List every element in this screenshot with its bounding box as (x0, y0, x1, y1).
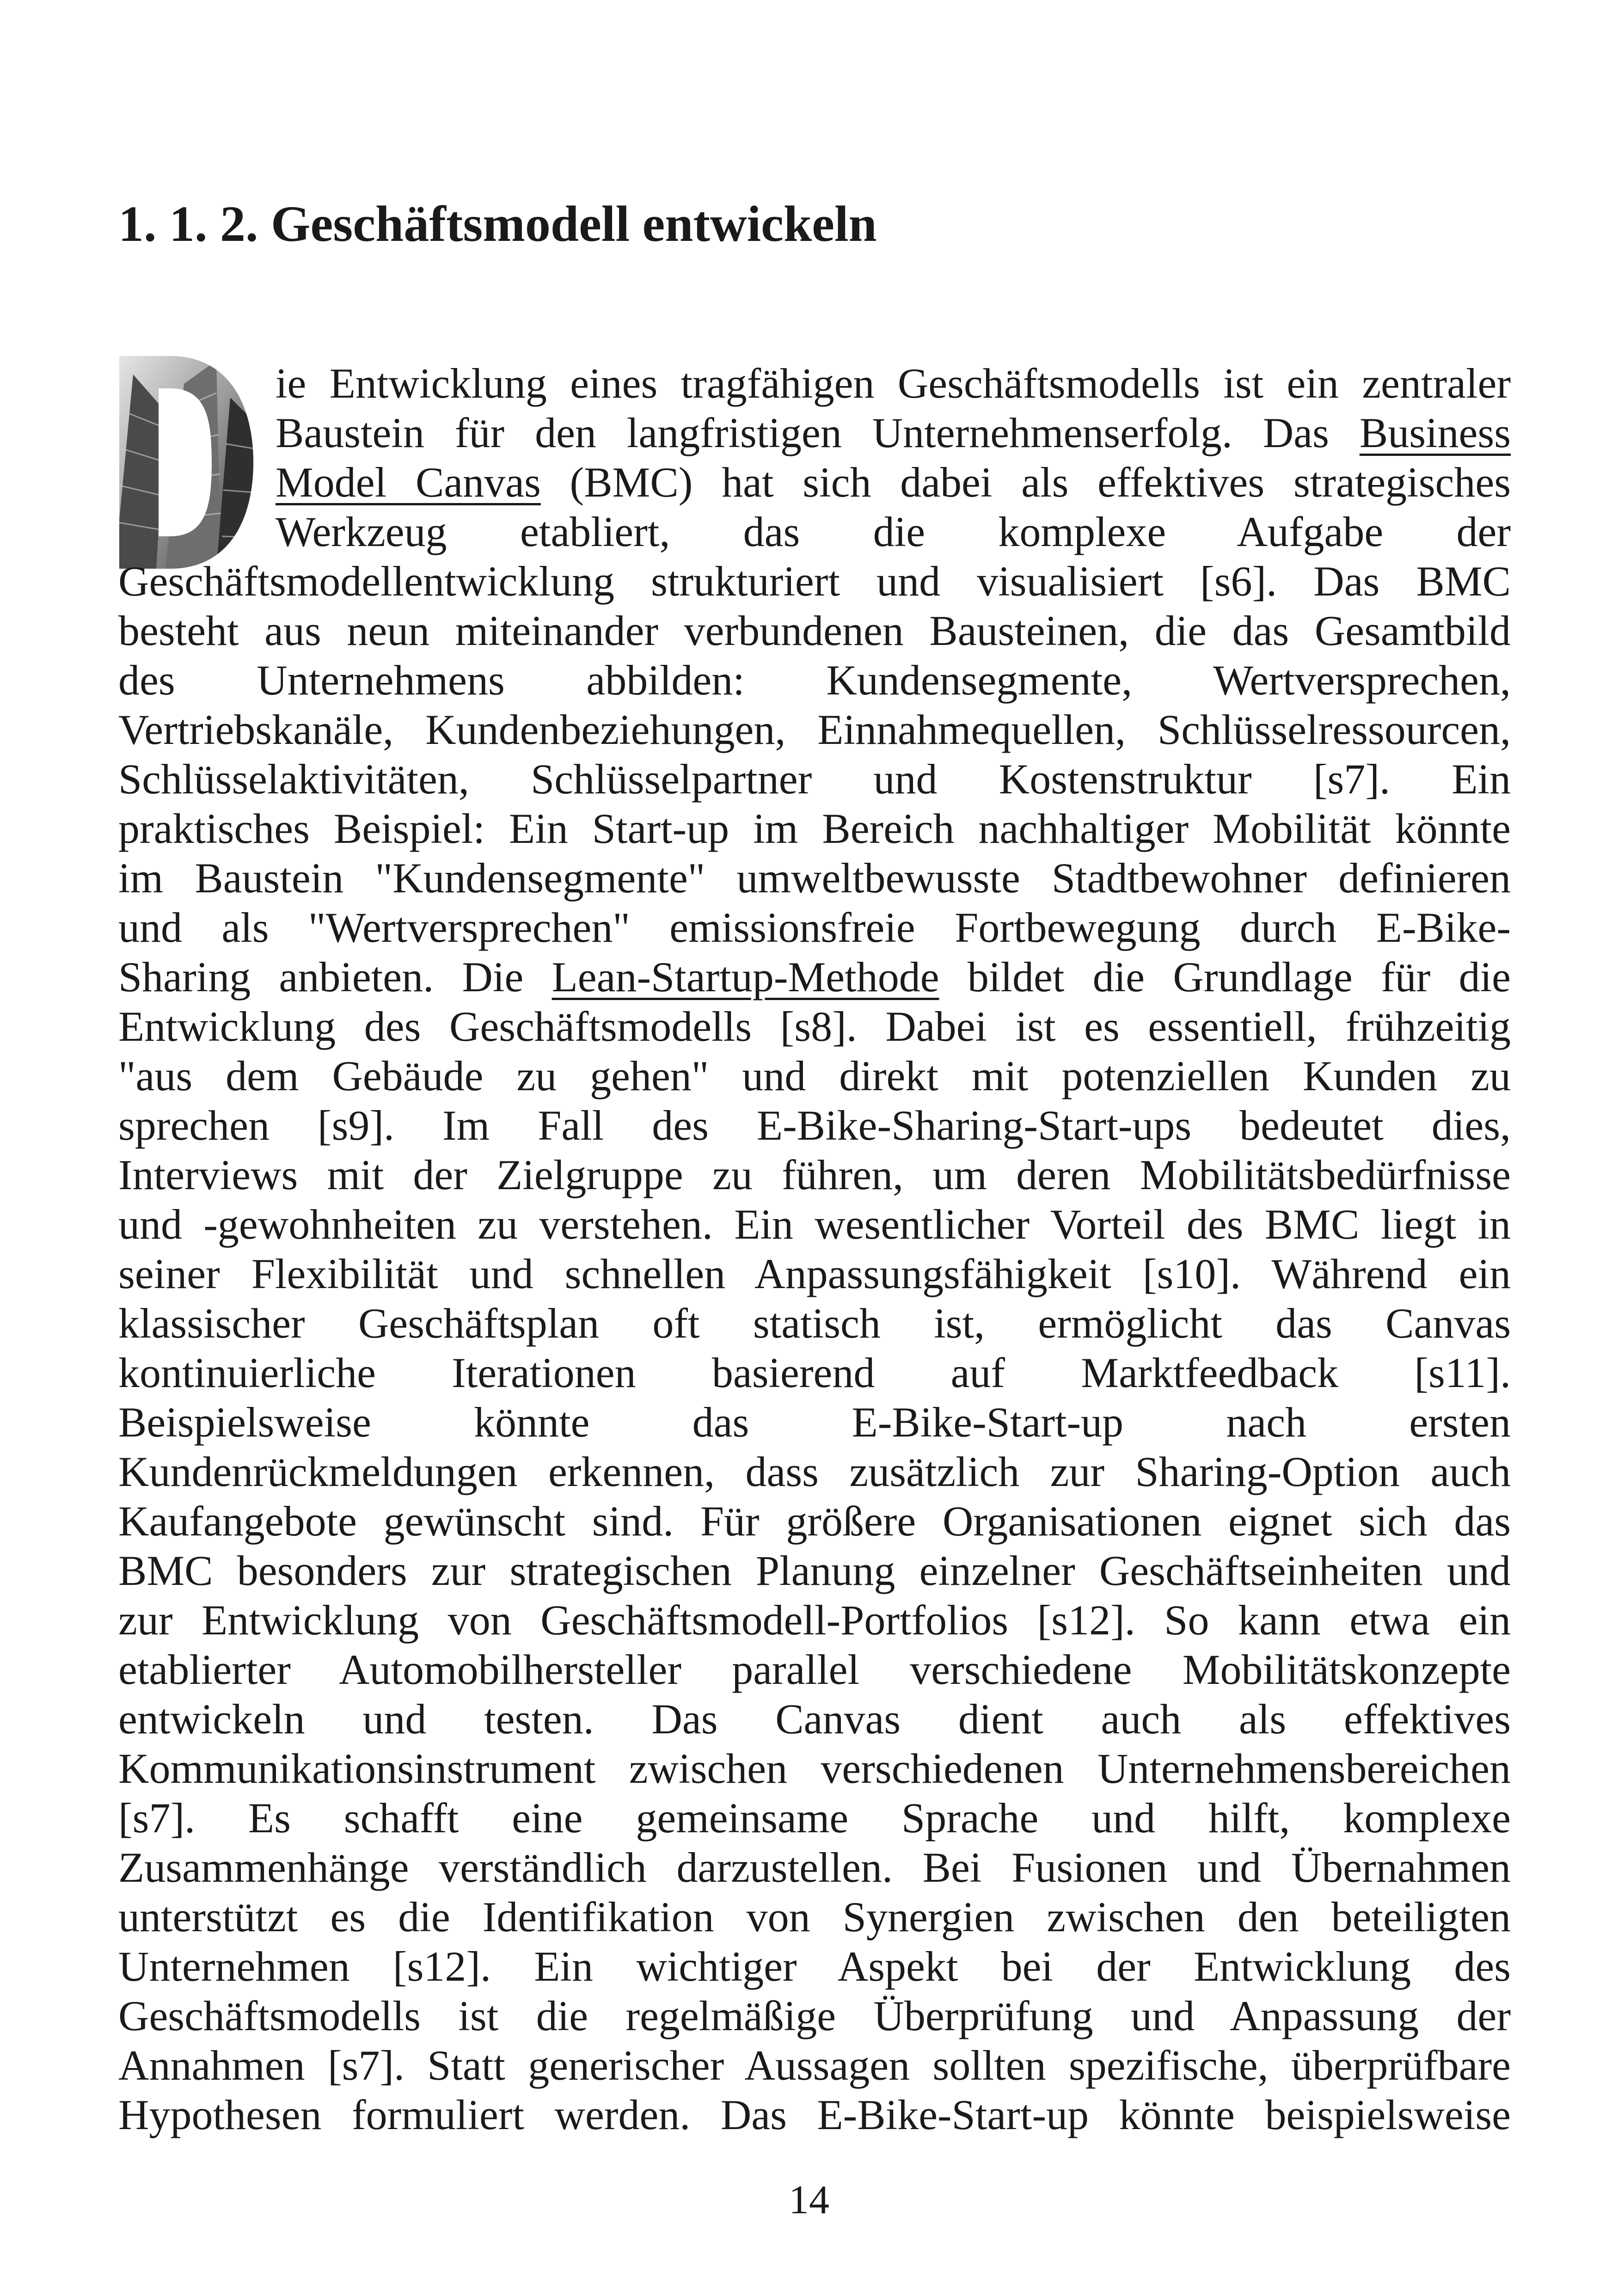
text-line: Interviews mit der Zielgruppe zu führen, um deren Mobilitätsbedürfnisse (118, 1151, 1511, 1198)
text-line: Werkzeug etabliert, das die komplexe Aufgabe der (276, 508, 1511, 555)
text-segment: (BMC) hat sich dabei als effektives strategisches (540, 459, 1511, 506)
text-line: im Baustein "Kundensegmente" umweltbewusste Stadtbewohner definieren (118, 854, 1511, 902)
text-line: Vertriebskanäle, Kundenbeziehungen, Einnahmequellen, Schlüsselressourcen, (118, 706, 1511, 753)
text-line: und als "Wertversprechen" emissionsfreie Fortbewegung durch E-Bike- (118, 904, 1511, 951)
text-line: Entwicklung des Geschäftsmodells [s8]. Dabei ist es essentiell, frühzeitig (118, 1003, 1511, 1050)
text-line: [s7]. Es schafft eine gemeinsame Sprache und hilft, komplexe (118, 1794, 1511, 1842)
text-line: Geschäftsmodells ist die regelmäßige Überprüfung und Anpassung der (118, 1992, 1511, 2039)
text-line (118, 952, 1511, 1002)
text-line: Unternehmen [s12]. Ein wichtiger Aspekt bei der Entwicklung des (118, 1943, 1511, 1990)
text-line: entwickeln und testen. Das Canvas dient auch als effektives (118, 1695, 1511, 1743)
text-segment: Sharing anbieten. Die (118, 953, 552, 1001)
business-model-canvas-link[interactable]: Model Canvas (276, 459, 541, 506)
text-line: unterstützt es die Identifikation von Synergien zwischen den beteiligten (118, 1893, 1511, 1940)
text-line: Geschäftsmodellentwicklung strukturiert und visualisiert [s6]. Das BMC (118, 558, 1511, 605)
text-line: Annahmen [s7]. Statt generischer Aussagen sollten spezifische, überprüfbare (118, 2042, 1511, 2089)
text-line: Schlüsselaktivitäten, Schlüsselpartner und Kostenstruktur [s7]. Ein (118, 755, 1511, 803)
text-line: kontinuierliche Iterationen basierend auf Marktfeedback [s11]. (118, 1349, 1511, 1396)
lean-startup-methode-link[interactable]: Lean-Startup-Methode (552, 953, 939, 1001)
text-line: Kaufangebote gewünscht sind. Für größere Organisationen eignet sich das (118, 1498, 1511, 1545)
body-paragraph (118, 359, 1511, 2140)
text-segment: Baustein für den langfristigen Unternehmenserfolg. Das (276, 409, 1360, 456)
business-model-canvas-link[interactable]: Business (1359, 409, 1511, 456)
text-line: BMC besonders zur strategischen Planung einzelner Geschäftseinheiten und (118, 1547, 1511, 1594)
section-heading: 1. 1. 2. Geschäftsmodell entwickeln (118, 196, 877, 252)
text-line: Kommunikationsinstrument zwischen verschiedenen Unternehmensbereichen (118, 1745, 1511, 1792)
text-line (276, 408, 1511, 458)
text-line: sprechen [s9]. Im Fall des E-Bike-Sharing-Start-ups bedeutet dies, (118, 1102, 1511, 1149)
text-line: seiner Flexibilität und schnellen Anpassungsfähigkeit [s10]. Während ein (118, 1250, 1511, 1297)
text-line: ie Entwicklung eines tragfähigen Geschäftsmodells ist ein zentraler (276, 360, 1511, 407)
text-line: Kundenrückmeldungen erkennen, dass zusätzlich zur Sharing-Option auch (118, 1448, 1511, 1495)
text-line: besteht aus neun miteinander verbundenen Bausteinen, die das Gesamtbild (118, 607, 1511, 654)
text-line: Beispielsweise könnte das E-Bike-Start-up nach ersten (118, 1399, 1511, 1446)
text-line: klassischer Geschäftsplan oft statisch ist, ermöglicht das Canvas (118, 1300, 1511, 1347)
text-line: zur Entwicklung von Geschäftsmodell-Portfolios [s12]. So kann etwa ein (118, 1596, 1511, 1644)
text-line: Hypothesen formuliert werden. Das E-Bike-Start-up könnte beispielsweise (118, 2091, 1511, 2138)
text-line: und -gewohnheiten zu verstehen. Ein wesentlicher Vorteil des BMC liegt in (118, 1201, 1511, 1248)
text-line: Zusammenhänge verständlich darzustellen. Bei Fusionen und Übernahmen (118, 1844, 1511, 1891)
text-line: des Unternehmens abbilden: Kundensegmente, Wertversprechen, (118, 657, 1511, 704)
page-number: 14 (789, 2178, 829, 2222)
text-line: praktisches Beispiel: Ein Start-up im Bereich nachhaltiger Mobilität könnte (118, 805, 1511, 852)
text-line: etablierter Automobilhersteller parallel verschiedene Mobilitätskonzepte (118, 1646, 1511, 1693)
text-line (276, 458, 1511, 507)
text-line: "aus dem Gebäude zu gehen" und direkt mit potenziellen Kunden zu (118, 1052, 1511, 1099)
text-segment: bildet die Grundlage für die (939, 953, 1511, 1001)
